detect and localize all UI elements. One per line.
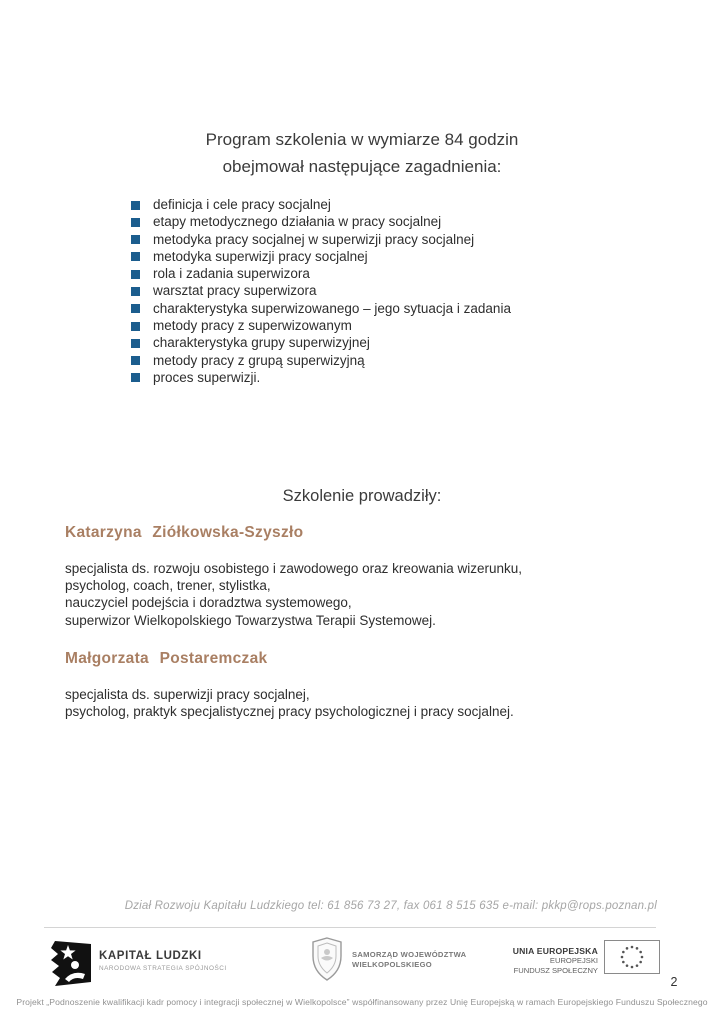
- eu-line-1: UNIA EUROPEJSKA: [512, 946, 598, 956]
- list-item-text: charakterystyka grupy superwizyjnej: [153, 335, 370, 351]
- description-line: nauczyciel podejścia i doradztwa systemowego,: [65, 595, 352, 611]
- list-item: [131, 213, 511, 230]
- description-line: specjalista ds. rozwoju osobistego i zawodowego oraz kreowania wizerunku,: [65, 561, 522, 576]
- list-item: [131, 334, 511, 351]
- bullet-square-icon: [131, 373, 140, 382]
- samorzad-crest-icon: [309, 936, 345, 984]
- description-line: psycholog, coach, trener, stylistka,: [65, 578, 271, 594]
- trainer-description-2: [65, 686, 514, 720]
- list-item: [131, 265, 511, 282]
- bullet-square-icon: [131, 287, 140, 296]
- trainer-name-1: Katarzyna Ziółkowska-Szyszło: [65, 524, 304, 541]
- footer-contact-text: Dział Rozwoju Kapitału Ludzkiego tel: 61 856 73 27, fax 061 8 515 635 e-mail: pkkp@rops.poznan.pl: [124, 900, 657, 912]
- samorzad-line-2: WIELKOPOLSKIEGO: [352, 959, 433, 969]
- samorzad-label: [352, 950, 466, 969]
- list-item-text: rola i zadania superwizora: [153, 266, 310, 282]
- bullet-square-icon: [131, 235, 140, 244]
- page-title-line-1: Program szkolenia w wymiarze 84 godzin: [205, 130, 519, 149]
- list-item-text: definicja i cele pracy socjalnej: [153, 197, 331, 212]
- page-number: 2: [670, 975, 678, 989]
- eu-line-2: EUROPEJSKI: [549, 956, 598, 965]
- bullet-square-icon: [131, 304, 140, 313]
- kapital-ludzki-logo-icon: [45, 937, 95, 989]
- bullet-square-icon: [131, 322, 140, 331]
- list-item: [131, 196, 511, 213]
- trainer-name-2: Małgorzata Postaremczak: [65, 650, 268, 667]
- page-title: [0, 126, 724, 180]
- description-line: psycholog, praktyk specjalistycznej pracy psychologicznej i pracy socjalnej.: [65, 704, 514, 720]
- bullet-square-icon: [131, 201, 140, 210]
- list-item-text: warsztat pracy superwizora: [153, 283, 317, 299]
- project-funding-note: Projekt „Podnoszenie kwalifikacji kadr pomocy i integracji społecznej w Wielkopolsce” współfinansowany przez Unię Europejską w ramach Europejskiego Funduszu Społecznego: [16, 997, 708, 1007]
- trainers-heading: Szkolenie prowadziły:: [282, 487, 442, 505]
- list-item: [131, 248, 511, 265]
- list-item-text: etapy metodycznego działania w pracy socjalnej: [153, 214, 442, 230]
- list-item-text: proces superwizji.: [153, 369, 261, 385]
- kapital-ludzki-subtitle: NARODOWA STRATEGIA SPÓJNOŚCI: [99, 965, 227, 972]
- list-item: [131, 300, 511, 317]
- eu-line-3: FUNDUSZ SPOŁECZNY: [513, 965, 598, 975]
- list-item: [131, 352, 511, 369]
- bullet-square-icon: [131, 356, 140, 365]
- bullet-square-icon: [131, 339, 140, 348]
- list-item: [131, 317, 511, 334]
- bullet-square-icon: [131, 252, 140, 261]
- kapital-ludzki-title: KAPITAŁ LUDZKI: [99, 950, 202, 962]
- list-item: [131, 369, 511, 386]
- footer-divider: [44, 927, 656, 928]
- eu-flag-icon: [604, 940, 660, 974]
- list-item: [131, 282, 511, 299]
- list-item: [131, 231, 511, 248]
- description-line: superwizor Wielkopolskiego Towarzystwa Terapii Systemowej.: [65, 612, 436, 628]
- eu-label: [458, 946, 598, 975]
- page-title-line-2: obejmował następujące zagadnienia:: [222, 157, 502, 176]
- bullet-square-icon: [131, 218, 140, 227]
- list-item-text: metodyka pracy socjalnej w superwizji pracy socjalnej: [153, 231, 475, 247]
- description-line: specjalista ds. superwizji pracy socjalnej,: [65, 687, 310, 702]
- kapital-ludzki-label: [99, 950, 227, 972]
- list-item-text: charakterystyka superwizowanego – jego sytuacja i zadania: [153, 300, 511, 316]
- bullet-square-icon: [131, 270, 140, 279]
- list-item-text: metody pracy z superwizowanym: [153, 318, 352, 334]
- list-item-text: metodyka superwizji pracy socjalnej: [153, 248, 368, 264]
- trainer-description-1: [65, 560, 522, 629]
- list-item-text: metody pracy z grupą superwizyjną: [153, 352, 365, 368]
- samorzad-line-1: SAMORZĄD WOJEWÓDZTWA: [352, 950, 467, 959]
- topics-list: [131, 196, 511, 386]
